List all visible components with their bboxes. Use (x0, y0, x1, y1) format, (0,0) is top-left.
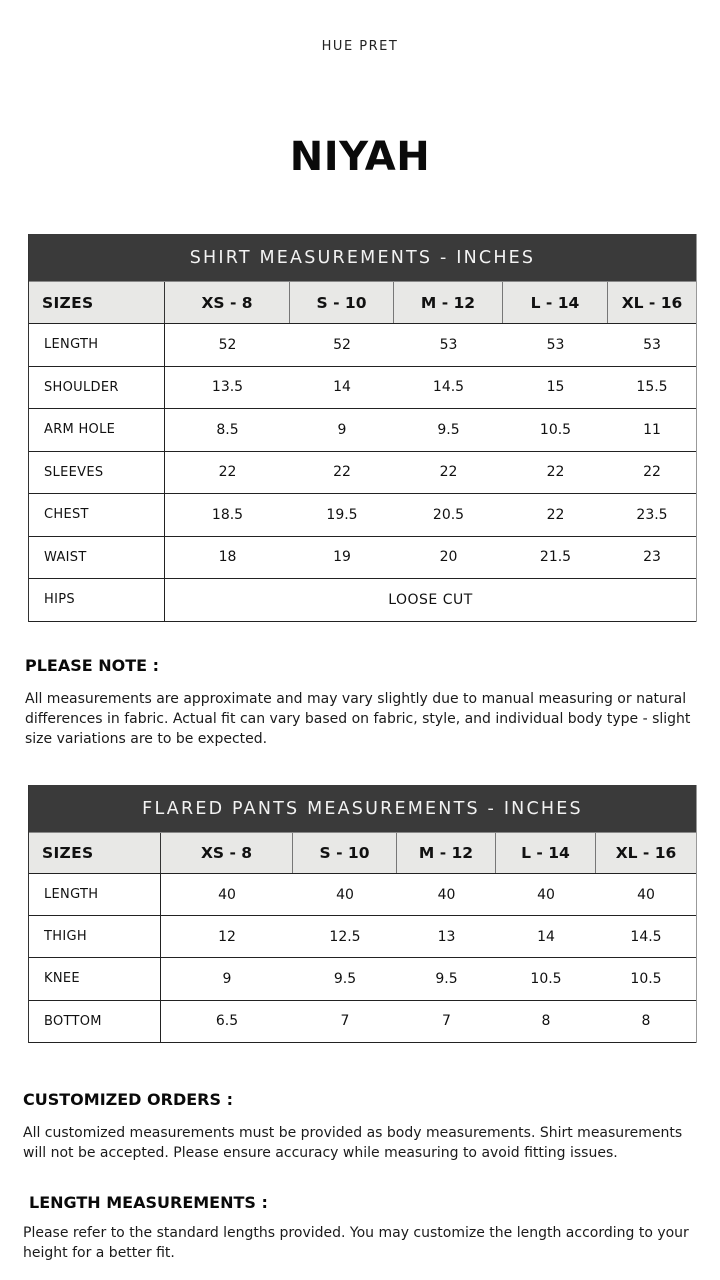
row-label: SHOULDER (29, 367, 165, 409)
row-label: BOTTOM (29, 1001, 161, 1042)
row-label: SLEEVES (29, 452, 165, 494)
table-row (29, 874, 696, 916)
measurement-value: 11 (643, 421, 661, 438)
table-row (29, 494, 696, 537)
measurement-value: 23.5 (636, 506, 668, 523)
brand-name: HUE PRET (321, 39, 399, 54)
row-label: KNEE (29, 958, 161, 999)
measurement-value: 40 (437, 886, 456, 903)
measurement-value: 8 (641, 1013, 651, 1030)
measurement-value: 21.5 (539, 549, 572, 566)
row-label: LENGTH (29, 874, 161, 915)
measurement-value: 53 (546, 336, 565, 353)
measurement-value: 40 (336, 886, 354, 903)
table-row (29, 916, 696, 958)
product-title: NIYAH (289, 134, 431, 180)
measurement-value: 18 (218, 549, 237, 566)
table-title: SHIRT MEASUREMENTS - INCHES (29, 234, 696, 281)
row-label: CHEST (29, 494, 165, 536)
measurement-value: 40 (637, 886, 655, 903)
measurement-value: 14.5 (432, 379, 465, 396)
header-size: M - 12 (394, 282, 503, 323)
measurement-value: 22 (546, 464, 565, 481)
measurement-value: 22 (218, 464, 237, 481)
table-row (29, 1001, 696, 1043)
pants-measurements-table (28, 785, 697, 1043)
measurement-value: 53 (643, 336, 661, 353)
table-header-row (29, 281, 696, 324)
header-size: XL - 16 (621, 293, 683, 312)
table-row (29, 958, 696, 1000)
measurement-value: 10.5 (630, 970, 662, 987)
customized-orders-text: All customized measurements must be provided as body measurements. Shirt measurements will not be accepted. Please ensure accuracy while measuring to avoid fitting issues. (23, 1125, 683, 1161)
measurement-value: 19.5 (326, 506, 358, 523)
measurement-value: 22 (643, 464, 661, 481)
measurement-value: 8 (541, 1013, 551, 1030)
table-row (29, 579, 696, 622)
length-measurements-heading: LENGTH MEASUREMENTS : (29, 1193, 268, 1212)
header-size: XS - 8 (165, 282, 290, 323)
measurement-value: 19 (333, 549, 351, 566)
table-row (29, 324, 696, 367)
header-size: XL - 16 (615, 844, 677, 862)
measurement-value: 8.5 (216, 421, 239, 438)
row-label: HIPS (29, 579, 165, 621)
measurement-value: 10.5 (530, 970, 562, 987)
measurement-value: 15 (546, 379, 565, 396)
measurement-value: 9.5 (437, 421, 460, 438)
row-span-value: LOOSE CUT (388, 591, 473, 608)
measurement-value: 14 (537, 928, 555, 945)
measurement-value: 22 (439, 464, 458, 481)
measurement-value: 10.5 (539, 421, 572, 438)
measurement-value: 9 (222, 970, 232, 987)
measurement-value: 14 (333, 379, 351, 396)
table-header-row (29, 832, 696, 874)
measurement-value: 9.5 (333, 970, 357, 987)
table-row (29, 409, 696, 452)
shirt-measurements-table (28, 234, 697, 622)
measurement-value: 13 (437, 928, 456, 945)
measurement-value: 13.5 (211, 379, 244, 396)
header-size: XS - 8 (161, 833, 293, 873)
measurement-value: 52 (333, 336, 351, 353)
please-note-heading: PLEASE NOTE : (25, 656, 160, 675)
table-title: FLARED PANTS MEASUREMENTS - INCHES (29, 785, 696, 832)
length-measurements-text: Please refer to the standard lengths provided. You may customize the length according to your height for a better fit. (23, 1225, 689, 1261)
header-size: S - 10 (290, 282, 394, 323)
measurement-value: 52 (218, 336, 237, 353)
measurement-value: 14.5 (630, 928, 662, 945)
header-sizes-label: SIZES (29, 282, 165, 323)
table-row (29, 537, 696, 580)
measurement-value: 20 (439, 549, 458, 566)
header-sizes-label: SIZES (29, 833, 161, 873)
row-label: THIGH (29, 916, 161, 957)
measurement-value: 18.5 (211, 506, 244, 523)
measurement-value: 12.5 (329, 928, 361, 945)
measurement-value: 23 (643, 549, 661, 566)
table-row (29, 452, 696, 495)
row-label: LENGTH (29, 324, 165, 366)
header-size: L - 14 (503, 282, 608, 323)
measurement-value: 6.5 (215, 1013, 239, 1030)
row-label: ARM HOLE (29, 409, 165, 451)
header-size: L - 14 (496, 833, 596, 873)
measurement-value: 7 (340, 1013, 350, 1030)
table-row (29, 367, 696, 410)
row-label: WAIST (29, 537, 165, 579)
header-size: M - 12 (397, 833, 496, 873)
measurement-value: 20.5 (432, 506, 465, 523)
measurement-value: 22 (333, 464, 351, 481)
measurement-value: 7 (442, 1013, 451, 1030)
customized-orders-heading: CUSTOMIZED ORDERS : (23, 1090, 233, 1109)
header-size: S - 10 (293, 833, 397, 873)
measurement-value: 22 (546, 506, 565, 523)
measurement-value: 9.5 (435, 970, 458, 987)
measurement-value: 15.5 (636, 379, 668, 396)
measurement-value: 9 (337, 421, 347, 438)
measurement-value: 40 (537, 886, 555, 903)
measurement-value: 12 (218, 928, 236, 945)
please-note-text: All measurements are approximate and may vary slightly due to manual measuring or natural differences in fabric. Actual fit can vary based on fabric, style, and individual body type - slight size variations are to be expected. (25, 691, 691, 747)
measurement-value: 53 (439, 336, 458, 353)
measurement-value: 40 (218, 886, 236, 903)
